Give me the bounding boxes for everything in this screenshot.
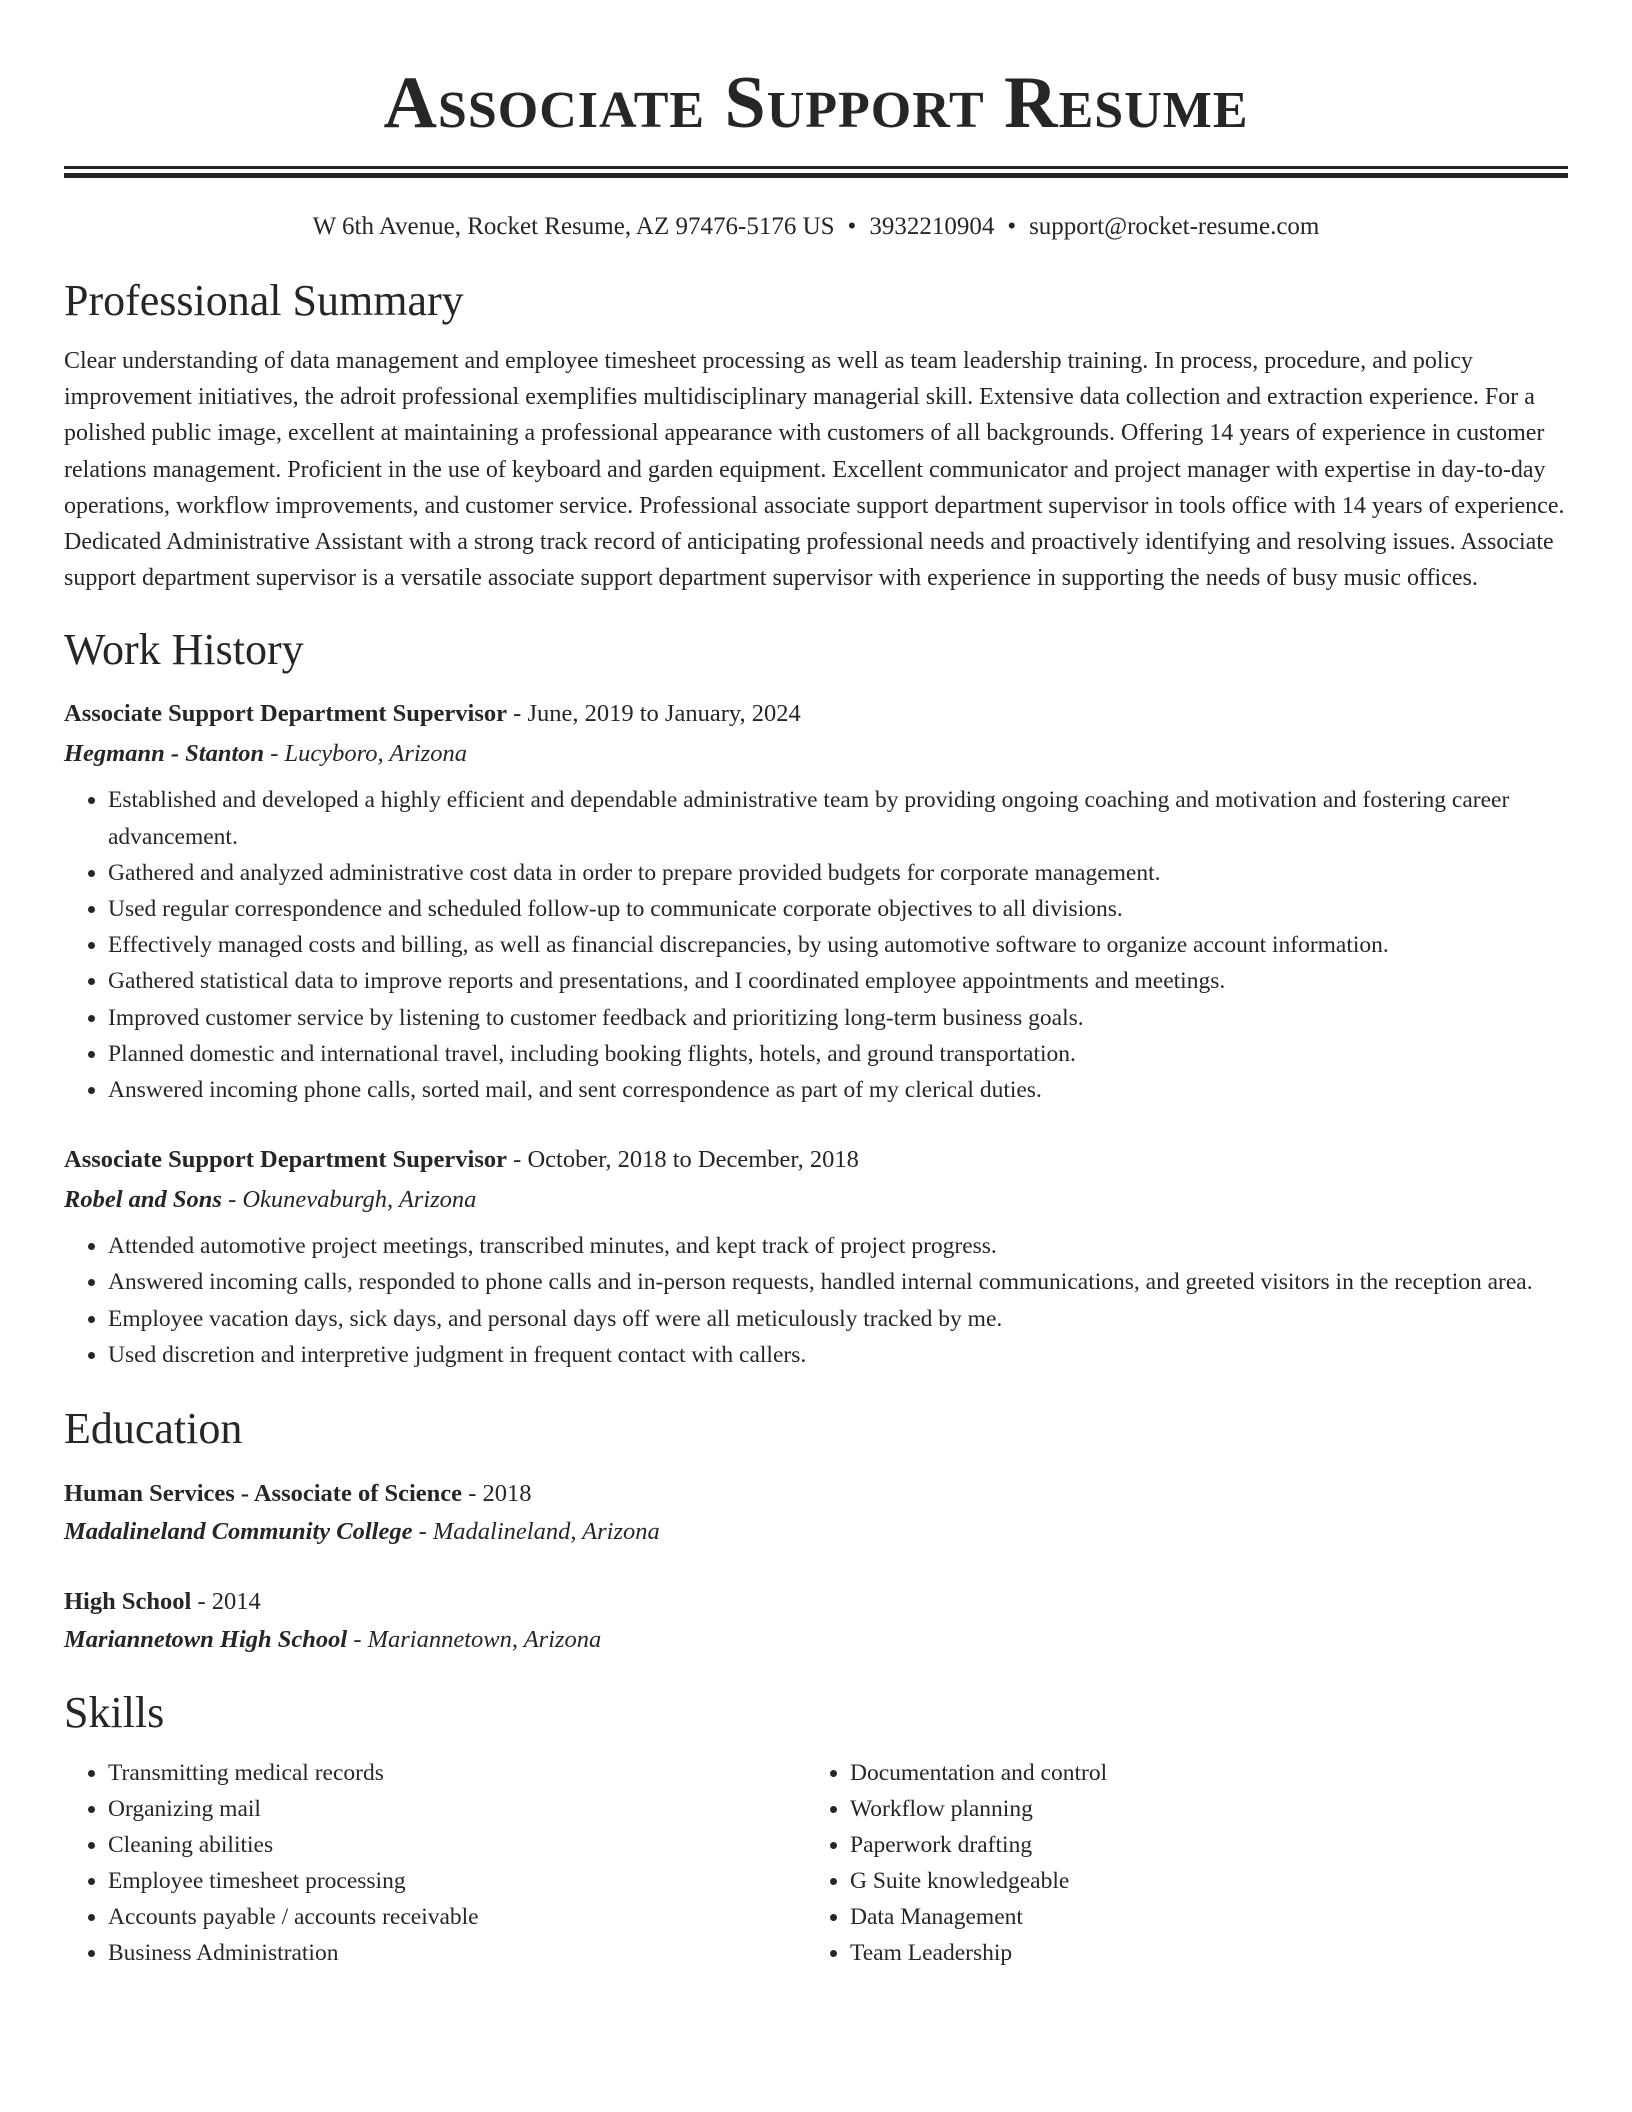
job-duties-list (64, 782, 1568, 1108)
contact-email: support@rocket-resume.com (1029, 213, 1320, 240)
education-year: - 2014 (191, 1588, 261, 1616)
contact-separator: • (1007, 213, 1017, 240)
list-item: • Paperwork drafting (850, 1827, 1548, 1863)
education-year: - 2018 (462, 1480, 532, 1508)
page-title: Associate Support Resume (383, 62, 1249, 144)
job-company-line (64, 1180, 1568, 1220)
education-degree-line (64, 1583, 1568, 1621)
section-heading-summary: Professional Summary (64, 276, 464, 325)
list-item: • Answered incoming phone calls, sorted mail, and sent correspondence as part of my clerical duties. (108, 1072, 1568, 1108)
contact-phone: 3932210904 (869, 213, 995, 240)
education-entry (64, 1475, 1568, 1551)
education-school-line (64, 1513, 1568, 1551)
job-dates: - October, 2018 to December, 2018 (507, 1146, 859, 1174)
job-location: - Okunevaburgh, Arizona (221, 1186, 477, 1214)
resume-page (64, 0, 1568, 1971)
education-degree: Human Services - Associate of Science (64, 1480, 463, 1508)
education-school-line (64, 1621, 1568, 1659)
title-divider-thin (64, 166, 1568, 169)
list-item: • Accounts payable / accounts receivable (108, 1899, 806, 1935)
job-location: - Lucyboro, Arizona (264, 740, 467, 768)
title-divider-thick (64, 173, 1568, 178)
list-item: • Effectively managed costs and billing, as well as financial discrepancies, by using automotive software to organize account information. (108, 927, 1568, 963)
summary-text: Clear understanding of data management and employee timesheet processing as well as team leadership training. In process, procedure, and policy improvement initiatives, the adroit professional exemplifies multidisciplinary managerial skill. Extensive data collection and extraction experience. For a polished public image, excellent at maintaining a professional appearance with customers of all backgrounds. Offering 14 years of experience in customer relations management. Proficient in the use of keyboard and garden equipment. Excellent communicator and project manager with expertise in day-to-day operations, workflow improvements, and customer service. Professional associate support department supervisor in tools office with 14 years of experience. Dedicated Administrative Assistant with a strong track record of anticipating professional needs and proactively identifying and resolving issues. Associate support department supervisor is a versatile associate support department supervisor with experience in supporting the needs of busy music offices. (64, 348, 1565, 592)
list-item: • Employee vacation days, sick days, and personal days off were all meticulously tracked by me. (108, 1301, 1568, 1337)
education-location: - Mariannetown, Arizona (347, 1626, 602, 1654)
contact-separator: • (847, 213, 857, 240)
contact-line (64, 211, 1568, 243)
contact-address: W 6th Avenue, Rocket Resume, AZ 97476-5176 US (312, 213, 835, 240)
list-item: • Used discretion and interpretive judgment in frequent contact with callers. (108, 1337, 1568, 1373)
list-item: • Workflow planning (850, 1791, 1548, 1827)
list-item: • Documentation and control (850, 1755, 1548, 1791)
section-heading-education: Education (64, 1404, 243, 1454)
list-item: • Gathered and analyzed administrative cost data in order to prepare provided budgets for corporate management. (108, 855, 1568, 891)
education-entry (64, 1583, 1568, 1659)
list-item: • Attended automotive project meetings, transcribed minutes, and kept track of project progress. (108, 1228, 1568, 1264)
list-item: • Established and developed a highly efficient and dependable administrative team by providing ongoing coaching and motivation and fostering career advancement. (108, 782, 1568, 854)
list-item: • Used regular correspondence and scheduled follow-up to communicate corporate objectives to all divisions. (108, 891, 1568, 927)
list-item: • Improved customer service by listening to customer feedback and prioritizing long-term business goals. (108, 1000, 1568, 1036)
list-item: • Gathered statistical data to improve reports and presentations, and I coordinated employee appointments and meetings. (108, 963, 1568, 999)
job-entry (64, 1140, 1568, 1373)
list-item: • Employee timesheet processing (108, 1863, 806, 1899)
job-company: Hegmann - Stanton (64, 740, 265, 768)
list-item: • Data Management (850, 1899, 1548, 1935)
job-title-line (64, 694, 1568, 734)
job-duties-list (64, 1228, 1568, 1373)
job-title: Associate Support Department Supervisor (64, 700, 508, 728)
list-item: • Cleaning abilities (108, 1827, 806, 1863)
skills-list-right (806, 1755, 1548, 1971)
job-dates: - June, 2019 to January, 2024 (507, 700, 801, 728)
job-title: Associate Support Department Supervisor (64, 1146, 508, 1174)
list-item: • Organizing mail (108, 1791, 806, 1827)
job-company-line (64, 734, 1568, 774)
education-school: Madalineland Community College (64, 1518, 413, 1546)
education-school: Mariannetown High School (64, 1626, 348, 1654)
skills-list-left (64, 1755, 806, 1971)
list-item: • Planned domestic and international travel, including booking flights, hotels, and ground transportation. (108, 1036, 1568, 1072)
education-degree-line (64, 1475, 1568, 1513)
list-item: • Business Administration (108, 1935, 806, 1971)
list-item: • Answered incoming calls, responded to phone calls and in-person requests, handled internal communications, and greeted visitors in the reception area. (108, 1264, 1568, 1300)
list-item: • G Suite knowledgeable (850, 1863, 1548, 1899)
list-item: • Team Leadership (850, 1935, 1548, 1971)
section-heading-skills: Skills (64, 1688, 165, 1738)
job-entry (64, 694, 1568, 1108)
section-heading-work-history: Work History (64, 625, 304, 675)
job-company: Robel and Sons (64, 1186, 222, 1214)
education-location: - Madalineland, Arizona (412, 1518, 660, 1546)
skills-columns (64, 1755, 1568, 1971)
list-item: • Transmitting medical records (108, 1755, 806, 1791)
job-title-line (64, 1140, 1568, 1180)
education-degree: High School (64, 1588, 192, 1616)
